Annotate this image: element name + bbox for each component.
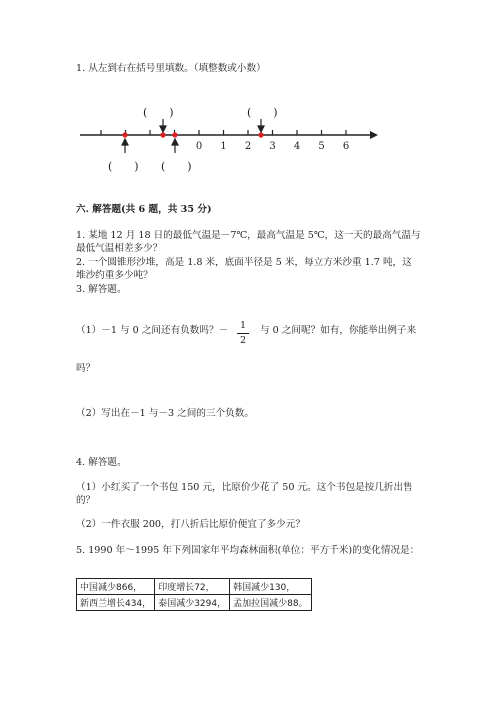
tick-label: 5 xyxy=(318,141,325,152)
tick-label: 3 xyxy=(269,141,276,152)
table-row xyxy=(77,595,312,611)
table-cell: 韩国减少130， xyxy=(230,579,311,595)
problem-3-sub-1-part-a: （1）－1 与 0 之间还有负数吗？－ xyxy=(76,325,229,336)
bottom-paren-2: ( ) xyxy=(161,160,192,173)
up-arrow-head xyxy=(122,139,128,145)
red-point xyxy=(172,132,177,137)
tick-label: 0 xyxy=(195,141,203,152)
table-cell: 泰国减少3294， xyxy=(155,595,230,611)
fraction-bar xyxy=(237,333,249,334)
tick-label: 6 xyxy=(342,141,350,152)
fraction-one-half xyxy=(236,320,250,347)
red-point xyxy=(122,132,127,137)
problem-3-title: 3. 解答题。 xyxy=(76,284,127,295)
top-paren-1: ( ) xyxy=(143,106,174,119)
problem-2-line-1: 2. 一个圆锥形沙堆，高是 1.8 米，底面半径是 5 米，每立方米沙重 1.7 吨，这 xyxy=(76,257,412,268)
problem-3-sub-1-part-b: 与 0 之间呢？如有，你能举出例子来 xyxy=(260,325,417,336)
problem-4-sub-1: （1）小红买了一个书包 150 元，比原价少花了 50 元。这个书包是按几折出售 xyxy=(76,482,413,493)
table-cell: 新西兰增长434， xyxy=(77,595,155,611)
table-row xyxy=(77,579,312,595)
top-paren-2: ( ) xyxy=(247,106,278,119)
problem-1-line-2: 最低气温相差多少？ xyxy=(76,243,163,254)
table-cell: 印度增长72， xyxy=(155,579,230,595)
fraction-numerator: 1 xyxy=(239,320,247,331)
fraction-denominator: 2 xyxy=(239,335,247,346)
problem-3-sub-1-part-c: 吗？ xyxy=(76,363,96,374)
number-line xyxy=(0,95,500,185)
down-arrow-head xyxy=(258,126,264,132)
up-arrow-head xyxy=(172,139,178,145)
number-line-arrowhead xyxy=(370,131,378,139)
problem-2-line-2: 堆沙约重多少吨？ xyxy=(76,270,153,281)
problem-4-sub-1-b: 的？ xyxy=(76,495,96,506)
question-1-title: 1. 从左到右在括号里填数。（填整数或小数） xyxy=(76,63,266,74)
down-arrow-head xyxy=(160,126,166,132)
problem-5-title: 5. 1990 年～1995 年下列国家年平均森林面积(单位：平方千米)的变化情况是： xyxy=(76,545,420,556)
tick-label: 1 xyxy=(220,141,227,152)
problem-4-title: 4. 解答题。 xyxy=(76,457,127,468)
table-cell: 孟加拉国减少88。 xyxy=(230,595,311,611)
problem-4-sub-2: （2）一件衣服 200，打八折后比原价便宜了多少元？ xyxy=(76,519,305,530)
forest-area-table xyxy=(76,578,312,611)
problem-3-sub-2: （2）写出在－1 与－3 之间的三个负数。 xyxy=(76,408,254,419)
problem-1-line-1: 1. 某地 12 月 18 日的最低气温是－7℃，最高气温是 5℃，这一天的最高气温与 xyxy=(76,230,421,241)
tick-label: 2 xyxy=(244,141,252,152)
table-cell: 中国减少866， xyxy=(77,579,155,595)
section-6-heading: 六. 解答题(共 6 题，共 35 分) xyxy=(76,204,212,215)
tick-label: 4 xyxy=(293,141,301,152)
bottom-paren-1: ( ) xyxy=(108,160,139,173)
